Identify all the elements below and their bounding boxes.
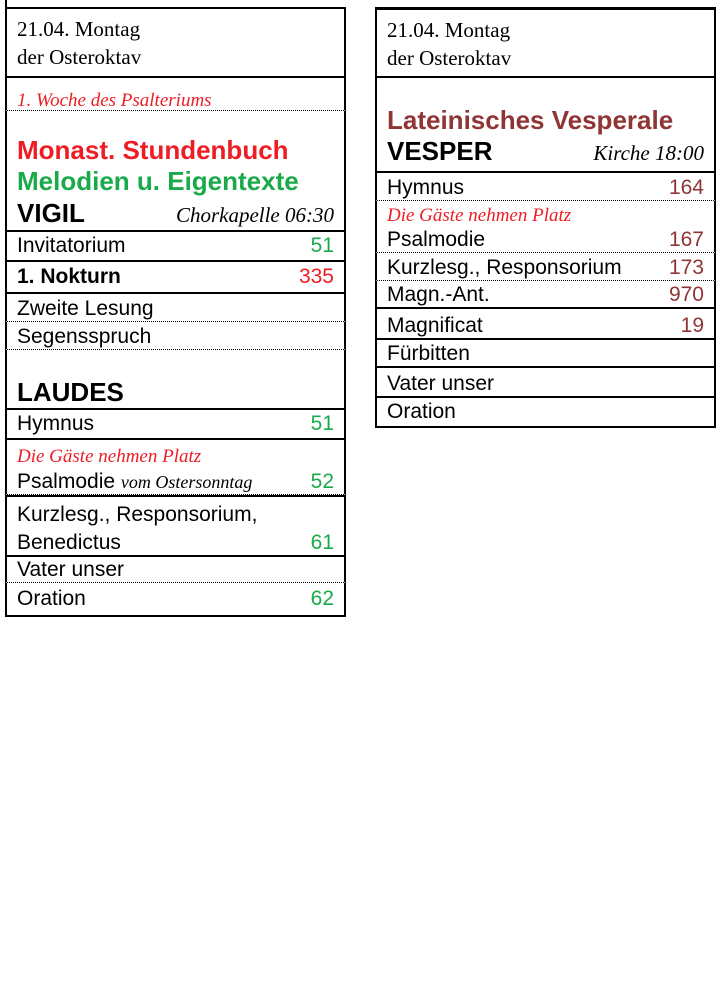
left-header-box xyxy=(5,111,346,230)
vigil-title: VIGIL xyxy=(17,198,85,228)
laudes-vater-unser-row xyxy=(5,557,346,583)
left-schedule-column xyxy=(5,0,346,617)
vigil-item-label: Zweite Lesung xyxy=(17,297,154,320)
vesper-psalmodie-label: Psalmodie xyxy=(387,228,486,251)
vesper-place: Kirche 18:00 xyxy=(593,141,704,165)
vesper-heading-row xyxy=(377,136,714,168)
vigil-item-segensspruch xyxy=(5,322,346,350)
vesper-title: VESPER xyxy=(387,136,493,166)
left-date-line2: der Osteroktav xyxy=(17,45,142,69)
vesper-kurzlesung-page: 173 xyxy=(668,256,704,279)
right-date-line2: der Osteroktav xyxy=(387,46,512,70)
vesper-vater-unser-label: Vater unser xyxy=(387,372,494,395)
laudes-psalmodie-box xyxy=(5,440,346,495)
vigil-item-page: 335 xyxy=(298,265,334,288)
vesper-magnificat-page: 19 xyxy=(680,314,704,337)
vesper-magnificat-row xyxy=(375,309,716,340)
vigil-item-nokturn xyxy=(5,262,346,294)
right-date-line1: 21.04. Montag xyxy=(387,18,511,42)
vigil-place: Chorkapelle 06:30 xyxy=(175,203,334,227)
laudes-hymnus-row xyxy=(5,408,346,440)
vesper-kurzlesung-row xyxy=(375,253,716,281)
vigil-item-page: 51 xyxy=(310,234,334,257)
vesper-psalmodie-box xyxy=(375,201,716,253)
laudes-oration-page: 62 xyxy=(310,587,334,610)
vesper-hymnus-page: 164 xyxy=(668,176,704,199)
laudes-heading-box xyxy=(5,350,346,408)
laudes-guest-note: Die Gäste nehmen Platz xyxy=(17,446,202,467)
laudes-psalmodie-page: 52 xyxy=(310,470,334,493)
vesper-fuerbitten-row xyxy=(375,340,716,368)
vigil-item-label: Segensspruch xyxy=(17,325,152,348)
laudes-hymnus-label: Hymnus xyxy=(17,412,95,435)
vesper-hymnus-label: Hymnus xyxy=(387,176,465,199)
vesper-magnificat-label: Magnificat xyxy=(387,314,483,337)
laudes-benedictus-label: Benedictus xyxy=(17,531,121,554)
laudes-title: LAUDES xyxy=(17,377,124,407)
vesper-hymnus-row xyxy=(375,171,716,201)
vigil-item-invitatorium xyxy=(5,230,346,262)
laudes-benedictus-page: 61 xyxy=(310,531,334,554)
vesper-magn-ant-row xyxy=(375,281,716,309)
vesper-magn-ant-label: Magn.-Ant. xyxy=(387,283,490,306)
book-subtitle-melodies: Melodien u. Eigentexte xyxy=(17,166,299,196)
vesper-magn-ant-page: 970 xyxy=(668,283,704,306)
laudes-vater-unser-label: Vater unser xyxy=(17,558,124,581)
vesper-guest-note: Die Gäste nehmen Platz xyxy=(387,205,572,226)
right-schedule-column xyxy=(375,0,716,428)
vesper-psalmodie-page: 167 xyxy=(668,228,704,251)
right-date-box xyxy=(375,7,716,78)
vigil-item-label: Invitatorium xyxy=(17,234,126,257)
laudes-kurzlesung-box xyxy=(5,495,346,557)
right-header-box xyxy=(375,78,716,171)
laudes-oration-label: Oration xyxy=(17,587,86,610)
laudes-psalmodie-note: vom Ostersonntag xyxy=(120,472,253,492)
laudes-psalmodie-label: Psalmodie xyxy=(17,470,116,493)
vesper-kurzlesung-label: Kurzlesg., Responsorium xyxy=(387,256,622,279)
book-title-vesperale: Lateinisches Vesperale xyxy=(387,105,674,135)
vesper-oration-label: Oration xyxy=(387,400,456,423)
left-date-line1: 21.04. Montag xyxy=(17,17,141,41)
left-date-box xyxy=(5,7,346,78)
vesper-oration-row xyxy=(375,398,716,428)
psalter-week-label: 1. Woche des Psalteriums xyxy=(17,90,212,111)
laudes-hymnus-page: 51 xyxy=(310,412,334,435)
vesper-fuerbitten-label: Fürbitten xyxy=(387,342,470,365)
vigil-item-zweite-lesung xyxy=(5,294,346,322)
book-title-monastic: Monast. Stundenbuch xyxy=(17,135,289,165)
vigil-item-label: 1. Nokturn xyxy=(17,265,121,288)
laudes-oration-row xyxy=(5,583,346,617)
laudes-kurzlesung-label: Kurzlesg., Responsorium, xyxy=(17,503,258,526)
vesper-vater-unser-row xyxy=(375,368,716,398)
vigil-heading-row xyxy=(7,198,344,230)
psalter-week-box xyxy=(5,78,346,111)
